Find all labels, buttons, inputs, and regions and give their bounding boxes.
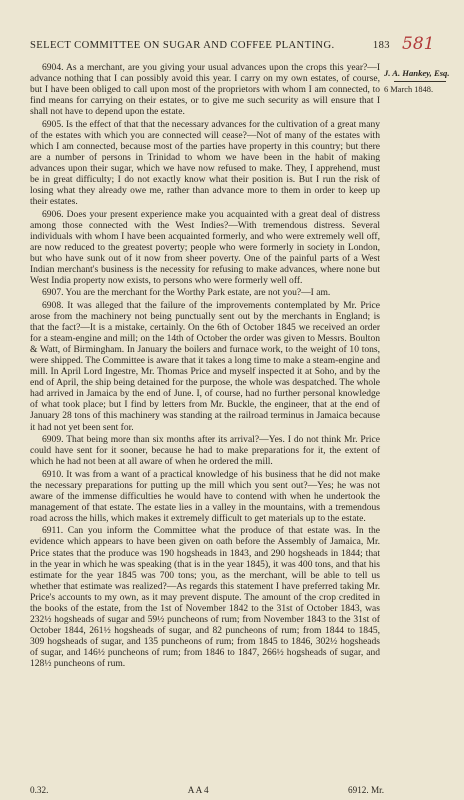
margin-witness-name: J. A. Hankey, Esq. <box>384 68 450 78</box>
page-number: 183 <box>372 40 390 51</box>
question-paragraph: 6907. You are the merchant for the Worthy Park estate, are not you?—I am. <box>42 287 331 299</box>
running-header <box>30 40 390 51</box>
question-paragraph: 6910. It was from a want of a practical knowledge of his business that he did not make the necessary preparations for putting up the mill which you sent out?—Yes; he was not aware of the immense difficulties he would have to contend with when he undertook the management of that estate. The estate lies in a valley in the mountains, with a tremendous road across the hills, which makes it extremely difficult to get materials up to the estate. <box>30 468 380 524</box>
margin-date: 6 March 1848. <box>384 85 434 94</box>
catchword: 6912. Mr. <box>348 785 384 795</box>
question-paragraph: 6909. That being more than six months after its arrival?—Yes. I do not think Mr. Price could have sent for it sooner, because he had to make preparations for it, the extent of which he had not been at all aware of when he ordered the mill. <box>30 434 380 468</box>
page-footer <box>30 785 384 795</box>
margin-rule <box>394 81 446 82</box>
question-paragraph: 6911. Can you inform the Committee what the produce of that estate was. In the evidence which appears to have been given on oath before the Assembly of Jamaica, Mr. Price states that the produce was 190 hogsheads in 1843, and 290 hogsheads in 1844; that in the year in which he was speaking (that is in the year 1845), it was 400 tons, and that his estimate for the year 1845 was 700 tons; you, as the merchant, will be able to tell us whether that estimate was realized?—As regards this statement I have preferred taking Mr. Price's accounts to my own, as it may prevent dispute. The amount of the crop credited in the books of the estate, from the 1st of November 1842 to the 31st of October 1843, was 232½ hogsheads of sugar and 59½ puncheons of rum; from November 1843 to the 31st of October 1844, 261½ hogsheads of sugar, and 82 puncheons of rum; from 1844 to 1845, 309 hogsheads of sugar, and 135 puncheons of rum; from 1845 to 1846, 302½ hogsheads of sugar, and 146½ puncheons of rum; from 1846 to 1847, 266½ hogsheads of sugar, and 128½ puncheons of rum. <box>30 525 380 669</box>
signature-mark: A A 4 <box>187 785 209 795</box>
document-body <box>30 62 380 671</box>
footer-left-number: 0.32. <box>30 785 49 795</box>
running-title: SELECT COMMITTEE ON SUGAR AND COFFEE PLANTING. <box>30 40 335 51</box>
question-paragraph: 6905. Is the effect of that that the necessary advances for the cultivation of a great many of the estates with which you are connected will cease?—Not of many of the estates with which I am connected, because most of the parties have property in this country; but there are a number of persons in Trinidad to whom we have been in the habit of making advances upon their sugar, which we have now refused to make. They, I apprehend, must be in great difficulty; I do not exactly know what their position is. But I run the risk of losing what they already owe me, rather than advance more to them in order to keep up their estates. <box>30 118 380 208</box>
handwritten-folio-number: 581 <box>402 34 435 54</box>
question-paragraph: 6904. As a merchant, are you giving your usual advances upon the crops this year?—I advance nothing that I can possibly avoid this year. I carry on my own estates, of course, but I have been obliged to call upon most of the proprietors with whom I am connected, to find means for carrying on their estates, or to give me such security as will ensure that I shall not have to depend upon the estate. <box>30 62 380 118</box>
question-paragraph: 6906. Does your present experience make you acquainted with a great deal of distress among those connected with the West Indies?—With tremendous distress. Several individuals with whom I have been acquainted formerly, and who were extremely well off, are now reduced to the greatest poverty; people who were formerly in society in London, but who have sunk out of it now from sheer poverty. One of the painful parts of a West Indian merchant's business is the necessity for refusing to make advances, where none but West India property now exists, to persons who were formerly well off. <box>30 208 380 286</box>
question-paragraph: 6908. It was alleged that the failure of the improvements contemplated by Mr. Price arose from the machinery not being punctually sent out by the merchants in England; is that the fact?—It is a mistake, certainly. On the 6th of October 1845 we received an order for a steam-engine and mill; on the 14th of October the order was given to Messrs. Boulton & Watt, of Birmingham. In January the boilers and furnace work, to the weight of 10 tons, were shipped. The Committee is aware that it takes a long time to make a steam-engine and mill. In April Lord Ingestre, Mr. Thomas Price and myself inspected it at Soho, and by the end of April, the ship being detained for the purpose, the whole was despatched. The whole had arrived in Jamaica by the end of June. I, of course, had no further personal knowledge of what took place; but I find by letters from Mr. Buckle, the engineer, that at the end of January 28 tons of this machinery was standing at the railroad terminus in Jamaica because it had not yet been sent for. <box>30 299 380 433</box>
